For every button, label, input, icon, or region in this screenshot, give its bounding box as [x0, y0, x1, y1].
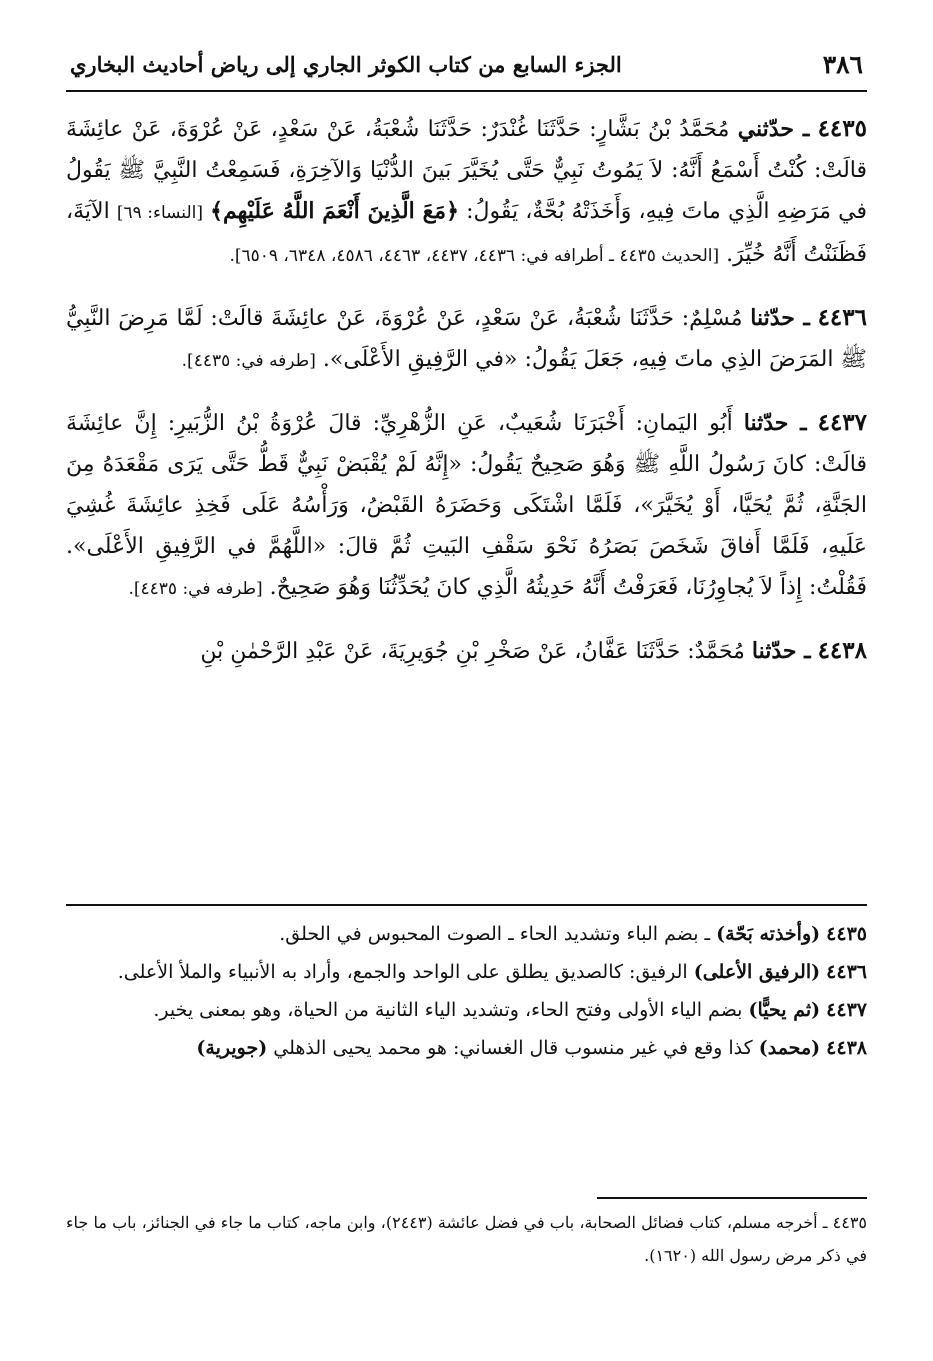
- note-keyword: (محمد): [758, 1037, 821, 1059]
- hadith-lead: ـ حدّثني: [737, 116, 810, 142]
- hadith-lead: ـ حدّثنا: [743, 410, 807, 436]
- hadith-body-end: الآيَةَ، فَظَنَنْتُ أَنَّهُ خُيِّرَ.: [66, 199, 867, 267]
- hadith-body: أَبُو اليَمانِ: أَخْبَرَنَا شُعَيبٌ، عَنِ الزُّهْرِيِّ: قالَ عُرْوَةُ بْنُ الزُّبَيرِ: إِنَّ عائِشَةَ قالَتْ: كانَ رَسُولُ اللَّهِ ﷺ وَهُوَ صَحِيحٌ يَقُولُ: «إِنَّهُ لَمْ يُقْبَضْ نَبِيٌّ قَطُّ حَتَّى يَرَى مَقْعَدَهُ مِنَ الجَنَّةِ، ثُمَّ يُحَيَّا، أَوْ يُخَيَّرَ»، فَلَمَّا اشْتَكَى وَحَضَرَهُ القَبْضُ، وَرَأْسُهُ عَلَى فَخِذِ عائِشَةَ غُشِيَ عَلَيهِ، فَلَمَّا أَفاقَ شَخَصَ بَصَرُهُ نَحْوَ سَقْفِ البَيتِ ثُمَّ قالَ: «اللَّهُمَّ في الرَّفِيقِ الأَعْلَى». فَقُلْتُ: إِذاً لاَ يُجاوِرُنَا، فَعَرَفْتُ أَنَّهُ حَدِيثُهُ الَّذِي كانَ يُحَدِّثُنَا وَهُوَ صَحِيحٌ.: [66, 411, 867, 600]
- hadith-cross-reference: [الحديث ٤٤٣٥ ـ أطرافه في: ٤٤٣٦، ٤٤٣٧، ٤٤٦٣، ٤٥٨٦، ٦٣٤٨، ٦٥٠٩].: [229, 246, 720, 266]
- footnote-text: ـ أخرجه مسلم، كتاب فضائل الصحابة، باب في فضل عائشة (٢٤٤٣)، وابن ماجه، كتاب ما جاء في الجنائز، باب ما جاء في ذكر مرض رسول الله (١٦٢٠).: [66, 1213, 867, 1265]
- note-number: ٤٤٣٦: [826, 961, 867, 983]
- verse-reference: [النساء: ٦٩]: [116, 203, 203, 223]
- hadith-lead: ـ حدّثنا: [751, 638, 811, 664]
- hadith-4435: [66, 108, 867, 277]
- page-number: ٣٨٦: [822, 50, 863, 79]
- hadith-number: ٤٤٣٥: [817, 115, 867, 142]
- footnote-number: ٤٤٣٥: [832, 1213, 868, 1232]
- note-4438: [66, 1032, 867, 1065]
- hadith-text-block: [66, 108, 867, 692]
- hadith-lead: ـ حدّثنا: [750, 305, 810, 331]
- hadith-4436: [66, 297, 867, 382]
- note-keyword: (وأخذته بَحّة): [716, 923, 821, 945]
- note-trailing-keyword: (جويرية): [196, 1037, 268, 1059]
- note-text: الرفيق: كالصديق يطلق على الواحد والجمع، وأراد به الأنبياء والملأ الأعلى.: [117, 961, 688, 983]
- hadith-number: ٤٤٣٦: [817, 304, 867, 331]
- hadith-body: مُحَمَّدُ بْنُ بَشَّارٍ: حَدَّثَنَا غُنْدَرٌ: حَدَّثَنَا شُعْبَةُ، عَنْ سَعْدٍ، عَنْ عُرْوَةَ، عَنْ عائِشَةَ قالَتْ: كُنْتُ أَسْمَعُ أَنَّهُ: لاَ يَمُوتُ نَبِيٌّ حَتَّى يُخَيَّرَ بَينَ الدُّنْيَا وَالآخِرَةِ، فَسَمِعْتُ النَّبِيَّ ﷺ يَقُولُ في مَرَضِهِ الَّذِي ماتَ فِيهِ، وَأَخَذَتْهُ بُحَّةٌ، يَقُولُ:: [66, 117, 868, 224]
- note-keyword: (الرفيق الأعلى): [693, 961, 821, 983]
- hadith-number: ٤٤٣٧: [817, 409, 868, 436]
- commentary-notes: [66, 918, 867, 1070]
- note-4436: [66, 956, 867, 989]
- hadith-4437: [66, 402, 867, 610]
- hadith-cross-reference: [طرفه في: ٤٤٣٥].: [181, 351, 316, 371]
- hadith-number: ٤٤٣٨: [817, 637, 867, 664]
- note-text: كذا وقع في غير منسوب قال الغساني: هو محمد يحيى الذهلي: [273, 1037, 753, 1059]
- hadith-4438: [66, 630, 867, 672]
- quran-verse: ﴿مَعَ الَّذِينَ أَنْعَمَ اللَّهُ عَلَيْهِم﴾: [210, 198, 459, 224]
- notes-divider: [66, 904, 867, 906]
- hadith-body: مُحَمَّدٌ: حَدَّثَنَا عَفَّانُ، عَنْ صَخْرِ بْنِ جُوَيرِيَةَ، عَنْ عَبْدِ الرَّحْمٰنِ بْنِ: [200, 639, 745, 664]
- source-footnote: [66, 1206, 867, 1272]
- note-4435: [66, 918, 867, 951]
- note-text: بضم الياء الأولى وفتح الحاء، وتشديد الياء الثانية من الحياة، وهو بمعنى يخير.: [153, 999, 743, 1021]
- note-4437: [66, 994, 867, 1027]
- footnote-divider: [597, 1197, 867, 1199]
- note-number: ٤٤٣٧: [826, 999, 867, 1021]
- note-text: ـ بضم الباء وتشديد الحاء ـ الصوت المحبوس في الحلق.: [279, 923, 711, 945]
- note-keyword: (ثم يحيًّا): [748, 999, 821, 1021]
- book-title: الجزء السابع من كتاب الكوثر الجاري إلى رياض أحاديث البخاري: [70, 52, 622, 77]
- hadith-body: مُسْلِمٌ: حَدَّثَنَا شُعْبَةُ، عَنْ سَعْدٍ، عَنْ عُرْوَةَ، عَنْ عائِشَةَ قالَتْ: لَمَّا مَرِضَ النَّبِيُّ ﷺ المَرَضَ الذِي ماتَ فِيهِ، جَعَلَ يَقُولُ: «في الرَّفِيقِ الأَعْلَى».: [66, 306, 867, 372]
- note-number: ٤٤٣٨: [826, 1037, 867, 1059]
- hadith-cross-reference: [طرفه في: ٤٤٣٥].: [128, 579, 263, 599]
- note-number: ٤٤٣٥: [826, 923, 867, 945]
- running-header: [66, 44, 867, 92]
